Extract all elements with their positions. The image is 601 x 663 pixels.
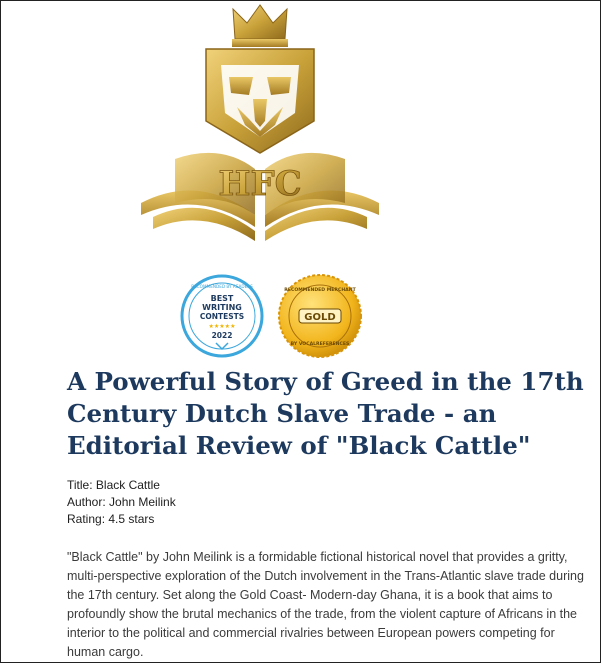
hfc-logo <box>129 3 391 249</box>
contest-badge-line3: CONTESTS <box>199 312 245 321</box>
book-metadata <box>67 477 467 528</box>
book-author-line: Author: John Meilink <box>67 495 176 509</box>
contest-badge-stars: ★★★★★ <box>208 323 236 330</box>
best-writing-contests-badge <box>180 274 264 358</box>
contest-badge-top-text: RECOMMENDED BY READERS <box>191 284 253 289</box>
logo-text: HFC <box>218 164 302 204</box>
contest-badge-line1: BEST <box>210 294 234 303</box>
contest-badge-line2: WRITING <box>202 303 242 312</box>
review-paragraph: "Black Cattle" by John Meilink is a formidable fictional historical novel that provides a gritty, multi-perspective exploration of the Dutch involvement in the Trans-Atlantic slave trade during the 17th century. Set along the Gold Coast- Modern-day Ghana, it is a book that aims to profoundly show the brutal mechanics of the trade, from the violent capture of Africans in the interior to the political and commercial rivalries between European powers competing for human cargo. <box>67 550 584 659</box>
gold-merchant-badge <box>277 273 363 359</box>
gold-badge-top-text: RECOMMENDED MERCHANT <box>284 288 356 293</box>
crown-icon <box>232 5 288 47</box>
book-rating-line: Rating: 4.5 stars <box>67 512 155 526</box>
book-title-line: Title: Black Cattle <box>67 478 160 492</box>
article-title: A Powerful Story of Greed in the 17th Century Dutch Slave Trade - an Editorial Review of "Black Cattle" <box>67 367 584 460</box>
gold-badge-center-text: GOLD <box>304 312 336 323</box>
contest-badge-year: 2022 <box>211 331 233 340</box>
gold-badge-bottom-text: BY VOCALREFERENCES <box>290 342 350 347</box>
lion-shield-icon <box>206 49 314 153</box>
